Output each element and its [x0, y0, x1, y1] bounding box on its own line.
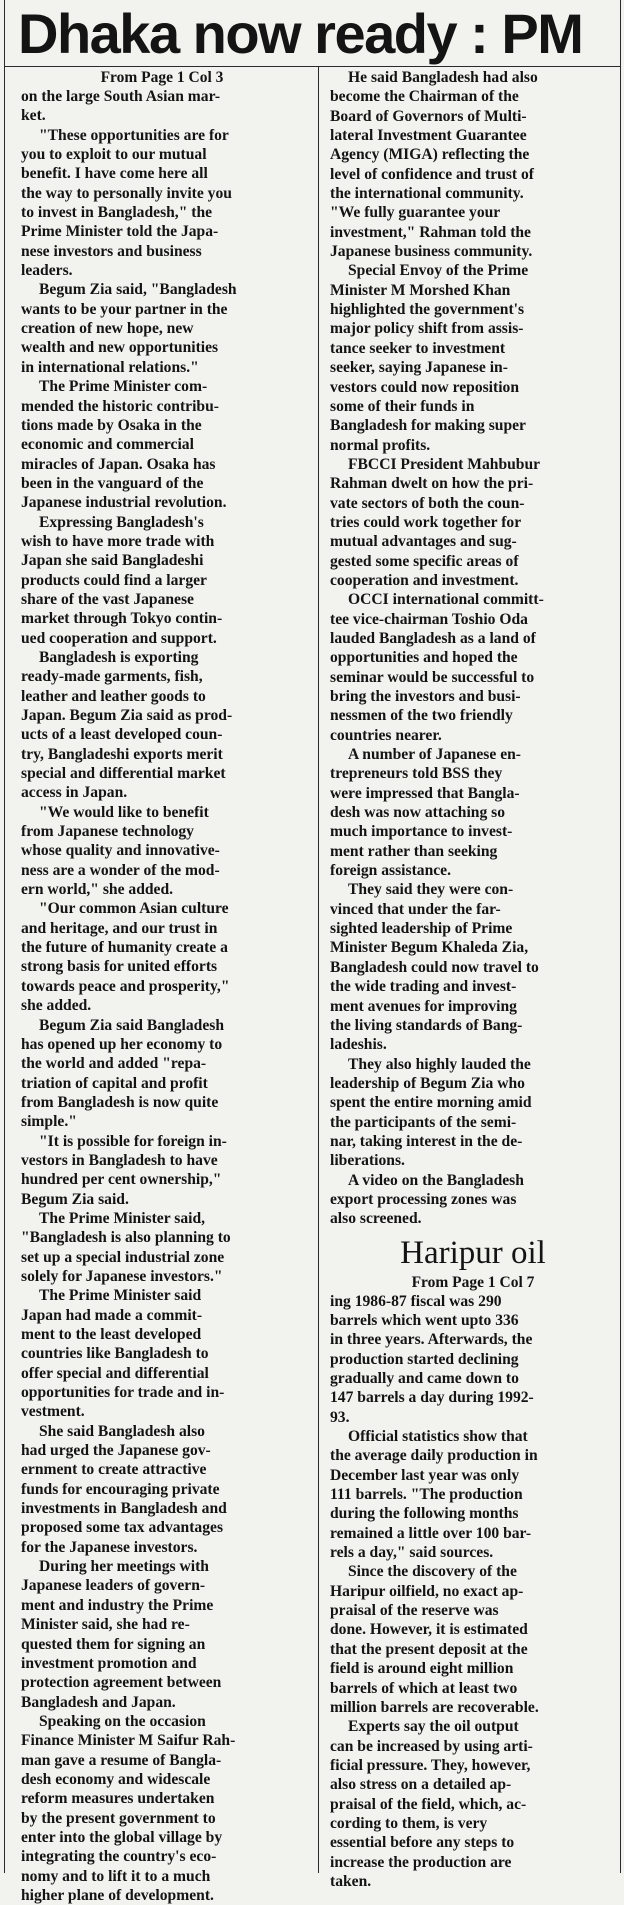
text-line: barrels of which at least two [330, 1679, 518, 1697]
text-line: liberations. [330, 1152, 405, 1170]
text-line: tions made by Osaka in the [21, 416, 202, 434]
text-line: ucts of a least developed coun- [21, 726, 223, 744]
text-line: solely for Japanese investors." [21, 1267, 223, 1285]
text-line: Finance Minister M Saifur Rah- [21, 1732, 236, 1750]
text-line: special and differential market [21, 765, 226, 783]
text-line: on the large South Asian mar- [21, 88, 221, 105]
text-line: ment rather than seeking [330, 842, 498, 860]
text-line: man gave a resume of Bangla- [21, 1751, 222, 1769]
text-line: bring the investors and busi- [330, 688, 521, 705]
left-column [21, 68, 303, 1905]
text-line: from Bangladesh is now quite [21, 1093, 219, 1111]
text-line: enter into the global village by [21, 1828, 223, 1846]
paragraph [21, 899, 303, 1015]
paragraph [21, 1016, 303, 1132]
left-border-rule [4, 0, 5, 1873]
text-line: lateral Investment Guarantee [330, 127, 527, 145]
text-line: proposed some tax advantages [21, 1519, 224, 1537]
text-line: "It is possible for foreign in- [39, 1132, 227, 1150]
text-line: strong basis for united efforts [21, 958, 218, 976]
paragraph [330, 1055, 616, 1171]
paragraph [21, 1286, 303, 1421]
text-line: try, Bangladeshi exports merit [21, 745, 223, 763]
text-line: mended the historic contribu- [21, 397, 219, 415]
text-line: They said they were con- [348, 881, 514, 899]
text-line: by the present government to [21, 1809, 216, 1827]
text-line: the living standards of Bang- [330, 1016, 523, 1034]
paragraph [21, 377, 303, 512]
text-line: taken. [330, 1872, 372, 1890]
text-line: opportunities and hoped the [330, 649, 518, 667]
text-line: triation of capital and profit [21, 1074, 208, 1092]
right-column [330, 68, 616, 1891]
text-line: also screened. [330, 1210, 422, 1228]
text-line: had urged the Japanese gov- [21, 1442, 211, 1460]
text-line: whose quality and innovative- [21, 842, 220, 860]
text-line: seminar would be successful to [330, 668, 535, 686]
text-line: share of the vast Japanese [21, 590, 194, 608]
text-line: "Our common Asian culture [39, 900, 229, 918]
text-line: gradually and came down to [330, 1370, 519, 1387]
text-line: benefit. I have come here all [21, 165, 208, 183]
text-line: ness are a wonder of the mod- [21, 861, 220, 879]
paragraph [330, 1427, 616, 1562]
paragraph [21, 280, 303, 377]
text-line: Board of Governors of Multi- [330, 107, 527, 125]
text-line: offer special and differential [21, 1364, 209, 1382]
text-line: during the following months [330, 1505, 519, 1523]
text-line: and heritage, and our trust in [21, 919, 218, 937]
text-line: ladeshis. [330, 1036, 387, 1054]
text-line: vinced that under the far- [330, 900, 501, 918]
text-line: become the Chairman of the [330, 88, 519, 106]
second-story-body [330, 1292, 616, 1892]
text-line: Agency (MIGA) reflecting the [330, 146, 530, 164]
text-line: quested them for signing an [21, 1635, 206, 1653]
text-line: tee vice-chairman Toshio Oda [330, 610, 528, 628]
text-line: done. However, it is estimated [330, 1621, 528, 1639]
text-line: Official statistics show that [348, 1428, 528, 1446]
text-line: Since the discovery of the [348, 1563, 517, 1581]
text-line: ernment to create attractive [21, 1461, 207, 1479]
text-line: that the present deposit at the [330, 1640, 528, 1658]
text-line: The Prime Minister com- [39, 378, 208, 396]
paragraph [21, 1422, 303, 1557]
text-line: Bangladesh for making super [330, 417, 526, 435]
text-line: Speaking on the occasion [39, 1712, 206, 1730]
headline-rule [4, 66, 620, 67]
text-line: protection agreement between [21, 1674, 222, 1692]
text-line: praisal of the field, which, ac- [330, 1795, 527, 1813]
text-line: ket. [21, 107, 46, 125]
text-line: Japanese industrial revolution. [21, 494, 227, 512]
text-line: the wide trading and invest- [330, 978, 517, 996]
text-line: the way to personally invite you [21, 184, 232, 202]
text-line: ern world," she added. [21, 881, 174, 899]
text-line: nomy and to lift it to a much [21, 1867, 211, 1885]
text-line: countries nearer. [330, 726, 442, 744]
text-line: "We fully guarantee your [330, 204, 501, 222]
paragraph [330, 1717, 616, 1891]
text-line: integrating the country's eco- [21, 1848, 217, 1866]
text-line: Experts say the oil output [348, 1718, 519, 1736]
text-line: towards peace and prosperity," [21, 977, 230, 995]
text-line: 147 barrels a day during 1992- [330, 1389, 534, 1407]
text-line: reform measures undertaken [21, 1790, 215, 1808]
paragraph [330, 1292, 616, 1427]
text-line: nese investors and business [21, 242, 202, 260]
text-line: Rahman dwelt on how the pri- [330, 475, 534, 493]
text-line: desh economy and widescale [21, 1770, 211, 1788]
text-line: increase the production are [330, 1853, 512, 1871]
text-line: Japan had made a commit- [21, 1306, 203, 1324]
text-line: Haripur oilfield, no exact ap- [330, 1582, 524, 1600]
text-line: essential before any steps to [330, 1834, 515, 1852]
text-line: from Japanese technology [21, 823, 194, 841]
text-line: wealth and new opportunities [21, 339, 219, 357]
text-line: barrels which went upto 336 [330, 1311, 519, 1329]
text-line: praisal of the reserve was [330, 1602, 499, 1620]
text-line: Minister said, she had re- [21, 1616, 190, 1634]
text-line: ued cooperation and support. [21, 629, 217, 647]
paragraph [21, 87, 303, 126]
text-line: Japan she said Bangladeshi [21, 552, 204, 570]
text-line: market through Tokyo contin- [21, 610, 223, 628]
text-line: A video on the Bangladesh [348, 1171, 524, 1189]
text-line: Expressing Bangladesh's [39, 513, 204, 531]
right-border-rule [620, 0, 621, 1873]
paragraph [330, 590, 616, 745]
text-line: products could find a larger [21, 571, 207, 589]
text-line: tance seeker to investment [330, 339, 506, 357]
text-line: countries like Bangladesh to [21, 1345, 209, 1363]
text-line: wish to have more trade with [21, 532, 215, 550]
paragraph [330, 1562, 616, 1717]
text-line: They also highly lauded the [348, 1055, 531, 1073]
paragraph [21, 1557, 303, 1712]
text-line: sighted leadership of Prime [330, 920, 513, 938]
text-line: cooperation and investment. [330, 571, 519, 589]
text-line: Japan. Begum Zia said as prod- [21, 707, 233, 724]
paragraph [330, 455, 616, 590]
text-line: desh was now attaching so [330, 804, 506, 822]
text-line: in international relations." [21, 358, 199, 376]
text-line: Minister Begum Khaleda Zia, [330, 939, 529, 957]
paragraph [330, 880, 616, 1054]
text-line: she added. [21, 997, 92, 1015]
text-line: vestors could now reposition [330, 378, 520, 396]
text-line: in three years. Afterwards, the [330, 1331, 533, 1349]
text-line: you to exploit to our mutual [21, 146, 207, 164]
second-story-headline: Haripur oil [400, 1234, 546, 1271]
text-line: Begum Zia said. [21, 1190, 129, 1208]
text-line: funds for encouraging private [21, 1480, 220, 1498]
text-line: vestors in Bangladesh to have [21, 1151, 218, 1169]
text-line: leaders. [21, 262, 73, 280]
dateline: From Page 1 Col 3 [100, 69, 224, 86]
text-line: 93. [330, 1408, 350, 1426]
right-column-body [330, 68, 616, 1229]
text-line: normal profits. [330, 436, 431, 454]
text-line: ment avenues for improving [330, 997, 517, 1015]
text-line: investment," Rahman told the [330, 223, 531, 241]
paragraph [21, 1132, 303, 1209]
text-line: Bangladesh and Japan. [21, 1693, 176, 1711]
text-line: The Prime Minister said, [39, 1209, 206, 1227]
text-line: Bangladesh is exporting [39, 648, 199, 666]
text-line: to invest in Bangladesh," the [21, 204, 213, 222]
text-line: seeker, saying Japanese in- [330, 359, 508, 377]
text-line: the participants of the semi- [330, 1113, 517, 1131]
paragraph [21, 648, 303, 803]
paragraph [21, 1712, 303, 1905]
text-line: Bangladesh could now travel to [330, 958, 539, 976]
text-line: can be increased by using arti- [330, 1737, 533, 1755]
text-line: wants to be your partner in the [21, 300, 228, 318]
paragraph [330, 68, 616, 261]
text-line: major policy shift from assis- [330, 320, 524, 338]
text-line: Japanese leaders of govern- [21, 1577, 206, 1595]
text-line: December last year was only [330, 1466, 520, 1484]
text-line: remained a little over 100 bar- [330, 1524, 532, 1542]
text-line: level of confidence and trust of [330, 165, 534, 183]
text-line: some of their funds in [330, 397, 475, 415]
paragraph [21, 803, 303, 900]
text-line: leather and leather goods to [21, 687, 206, 705]
text-line: "Bangladesh is also planning to [21, 1229, 231, 1247]
text-line: Begum Zia said, "Bangladesh [39, 281, 237, 299]
left-column-body [21, 87, 303, 1905]
text-line: FBCCI President Mahbubur [348, 455, 541, 473]
text-line: foreign assistance. [330, 862, 451, 880]
text-line: 111 barrels. "The production [330, 1486, 523, 1504]
text-line: ment to the least developed [21, 1326, 202, 1343]
text-line: miracles of Japan. Osaka has [21, 455, 216, 473]
text-line: Special Envoy of the Prime [348, 262, 529, 280]
text-line: lauded Bangladesh as a land of [330, 629, 536, 647]
text-line: has opened up her economy to [21, 1035, 223, 1053]
text-line: highlighted the government's [330, 301, 525, 319]
paragraph [330, 261, 616, 454]
text-line: ment and industry the Prime [21, 1596, 214, 1614]
text-line: opportunities for trade and in- [21, 1384, 225, 1402]
text-line: economic and commercial [21, 436, 194, 454]
text-line: ing 1986-87 fiscal was 290 [330, 1292, 502, 1310]
text-line: also stress on a detailed ap- [330, 1776, 512, 1794]
text-line: were impressed that Bangla- [330, 784, 520, 802]
text-line: Prime Minister told the Japa- [21, 223, 219, 241]
text-line: been in the vanguard of the [21, 474, 204, 492]
text-line: Begum Zia said Bangladesh [39, 1016, 225, 1034]
text-line: simple." [21, 1113, 77, 1131]
text-line: nessmen of the two friendly [330, 707, 513, 725]
text-line: higher plane of development. [21, 1886, 214, 1904]
text-line: production started declining [330, 1350, 519, 1368]
text-line: gested some specific areas of [330, 552, 519, 570]
second-story-dateline: From Page 1 Col 7 [411, 1273, 535, 1291]
text-line: leadership of Begum Zia who [330, 1074, 525, 1092]
text-line: trepreneurs told BSS they [330, 765, 503, 783]
text-line: much importance to invest- [330, 823, 513, 841]
text-line: set up a special industrial zone [21, 1248, 225, 1266]
text-line: Minister M Morshed Khan [330, 281, 511, 299]
text-line: "These opportunities are for [39, 126, 229, 144]
text-line: hundred per cent ownership," [21, 1171, 222, 1189]
text-line: vate sectors of both the coun- [330, 494, 525, 512]
text-line: the future of humanity create a [21, 939, 228, 957]
text-line: vestment. [21, 1403, 85, 1421]
paragraph [21, 513, 303, 648]
text-line: export processing zones was [330, 1190, 517, 1208]
text-line: the international community. [330, 185, 524, 203]
headline: Dhaka now ready : PM [18, 2, 583, 65]
text-line: field is around eight million [330, 1660, 514, 1678]
text-line: cording to them, is very [330, 1814, 488, 1832]
text-line: The Prime Minister said [39, 1287, 202, 1305]
paragraph [21, 126, 303, 281]
text-line: He said Bangladesh had also [348, 69, 538, 86]
text-line: creation of new hope, new [21, 320, 194, 338]
text-line: the world and added "repa- [21, 1055, 207, 1073]
text-line: She said Bangladesh also [39, 1422, 205, 1440]
text-line: investment promotion and [21, 1654, 197, 1672]
text-line: for the Japanese investors. [21, 1538, 198, 1556]
text-line: "We would like to benefit [39, 803, 209, 821]
text-line: million barrels are recoverable. [330, 1698, 539, 1716]
text-line: nar, taking interest in the de- [330, 1132, 523, 1150]
text-line: tries could work together for [330, 513, 522, 531]
column-divider [318, 66, 319, 1873]
text-line: access in Japan. [21, 784, 128, 802]
paragraph [330, 745, 616, 880]
paragraph [21, 1209, 303, 1286]
text-line: Japanese business community. [330, 243, 533, 261]
text-line: During her meetings with [39, 1558, 209, 1576]
text-line: spent the entire morning amid [330, 1094, 532, 1112]
text-line: ficial pressure. They, however, [330, 1756, 531, 1774]
text-line: mutual advantages and sug- [330, 533, 517, 551]
text-line: the average daily production in [330, 1447, 538, 1465]
text-line: investments in Bangladesh and [21, 1500, 227, 1518]
text-line: ready-made garments, fish, [21, 668, 203, 686]
text-line: rels a day," said sources. [330, 1544, 494, 1562]
paragraph [330, 1171, 616, 1229]
text-line: A number of Japanese en- [348, 746, 521, 764]
text-line: OCCI international committ- [348, 591, 544, 609]
